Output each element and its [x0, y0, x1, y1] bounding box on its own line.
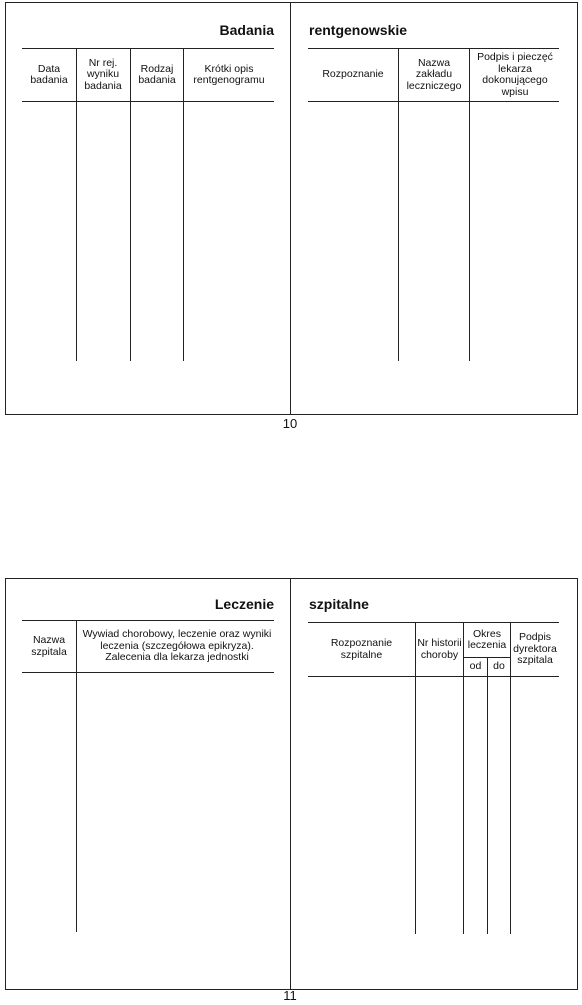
col-header-nazwa-zakladu: Nazwa zakładu leczniczego	[406, 56, 462, 92]
top-right-header-bottom-rule	[308, 101, 559, 102]
bottom-col-divider	[415, 622, 416, 934]
col-header-rodzaj-badania: Rodzaj badania	[138, 62, 176, 86]
top-left-header-top-rule	[22, 48, 274, 49]
col-header-do: do	[493, 660, 505, 673]
bottom-left-header-top-rule	[22, 620, 274, 621]
bottom-spine-line	[290, 578, 291, 990]
top-title-left: Badania	[219, 22, 274, 38]
bottom-title-right: szpitalne	[309, 596, 369, 612]
col-header-okres-leczenia: Okres leczenia	[467, 627, 507, 651]
col-header-od: od	[469, 660, 482, 673]
top-right-header-top-rule	[308, 48, 559, 49]
bottom-left-header-bottom-rule	[22, 672, 274, 673]
col-header-rozpoznanie: Rozpoznanie	[322, 68, 384, 81]
col-header-nazwa-szpitala: Nazwa szpitala	[31, 634, 67, 658]
col-header-wywiad-chorobowy: Wywiad chorobowy, leczenie oraz wyniki leczenia (szczegółowa epikryza). Zalecenia dla lekarza jednostki	[82, 628, 272, 664]
top-col-divider	[183, 48, 184, 361]
col-header-podpis-dyrektora: Podpis dyrektora szpitala	[513, 631, 557, 667]
top-col-divider	[130, 48, 131, 361]
col-header-krotki-opis: Krótki opis rentgenogramu	[193, 62, 265, 86]
bottom-right-header-bottom-rule	[308, 676, 559, 677]
col-header-nr-rej: Nr rej. wyniku badania	[84, 56, 122, 92]
col-header-podpis-lekarza: Podpis i pieczęć lekarza dokonującego wpisu	[477, 51, 553, 98]
col-header-rozpoznanie-szpitalne: Rozpoznanie szpitalne	[330, 637, 393, 661]
top-title-right: rentgenowskie	[309, 22, 408, 38]
col-header-data-badania: Data badania	[30, 62, 68, 86]
bottom-title-left: Leczenie	[214, 596, 274, 612]
page-number-top: 10	[282, 416, 298, 431]
col-header-nr-historii: Nr historii choroby	[417, 637, 462, 661]
bottom-col-divider	[487, 657, 488, 934]
page-number-bottom: 11	[283, 988, 297, 1003]
bottom-col-divider	[76, 620, 77, 932]
top-col-divider	[398, 48, 399, 361]
bottom-right-header-top-rule	[308, 622, 559, 623]
top-left-header-bottom-rule	[22, 101, 274, 102]
top-spine-line	[290, 2, 291, 415]
top-col-divider	[76, 48, 77, 361]
